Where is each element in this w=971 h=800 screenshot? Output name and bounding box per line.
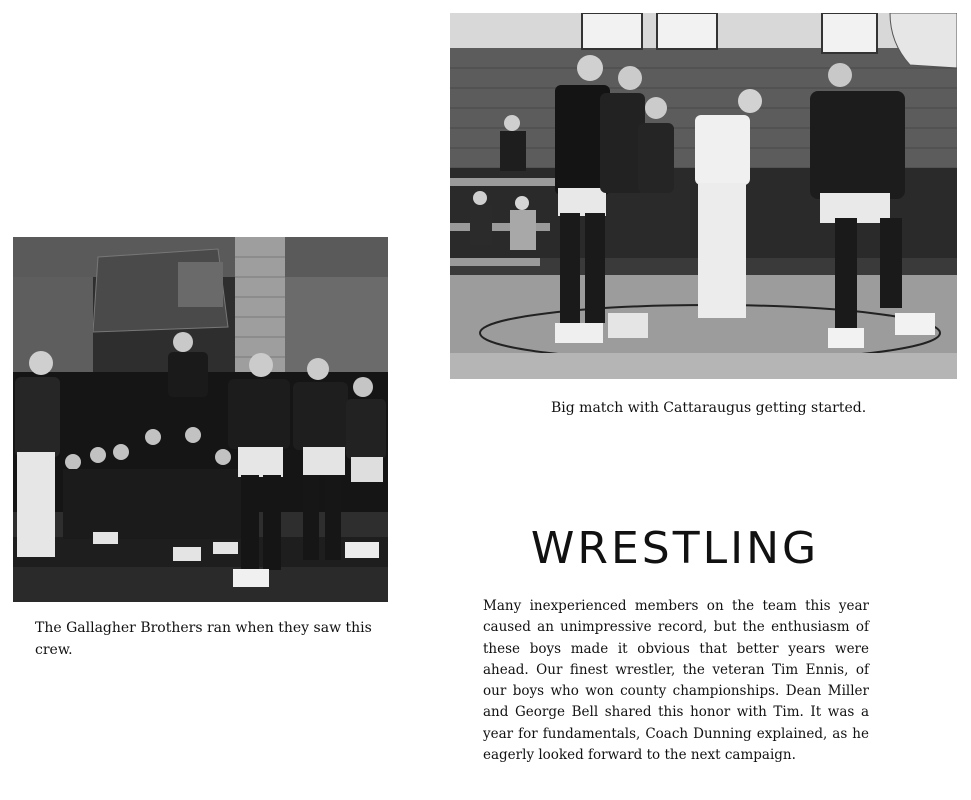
team-bench-photo [13,237,388,602]
team-bench-caption: The Gallagher Brothers ran when they saw this crew. [35,620,372,658]
page-title: WRESTLING [530,523,820,574]
wrestling-match-photo [450,13,957,379]
wrestling-match-caption: Big match with Cattaraugus getting started. [551,400,867,416]
article-body: Many inexperienced members on the team this year caused an unimpressive record, but the enthusiasm of these boys made it obvious that better years were ahead. Our finest wrestler, the veteran Tim Ennis, of our boys who won county championships. Dean Miller and George Bell shared this honor with Tim. It was a year for fundamentals, Coach Dunning explained, as he eagerly looked forward to the next campaign. [483,598,869,764]
